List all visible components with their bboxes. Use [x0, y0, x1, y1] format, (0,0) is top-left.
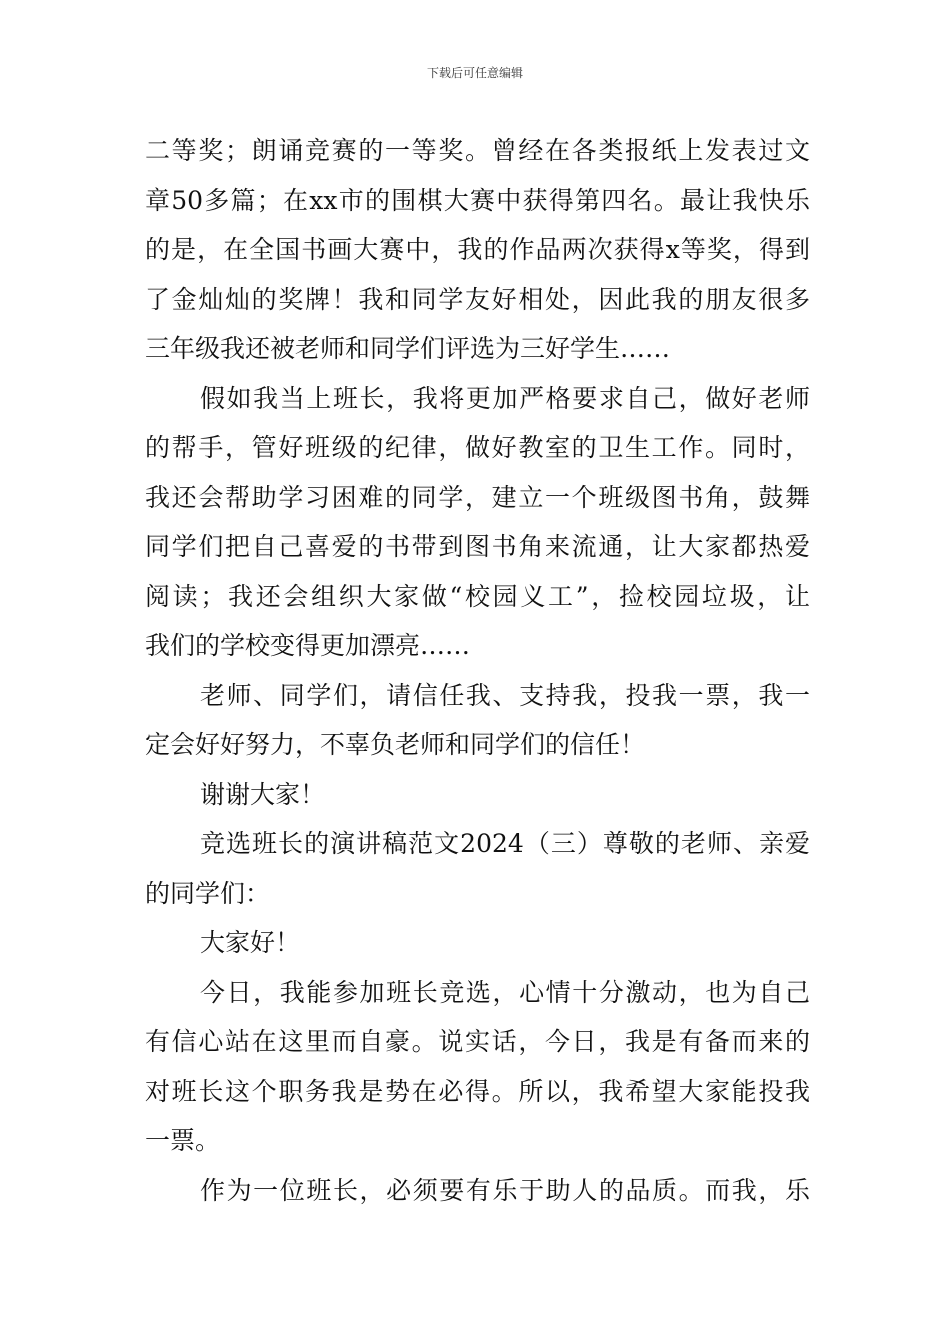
text-line: 三年级我还被老师和同学们评选为三好学生…… [145, 334, 671, 363]
text-line: 今日，我能参加班长竞选，心情十分激动，也为自己 [200, 977, 810, 1007]
text-line: 二等奖；朗诵竞赛的一等奖。曾经在各类报纸上发表过文 [145, 136, 810, 165]
text-line: 的同学们： [145, 878, 271, 908]
text-line: 对班长这个职务我是势在必得。所以，我希望大家能投我 [145, 1076, 810, 1106]
text-line: 一票。 [145, 1126, 221, 1155]
text-line: 的是，在全国书画大赛中，我的作品两次获得x等奖，得到 [145, 235, 810, 264]
text-line: 假如我当上班长，我将更加严格要求自己，做好老师 [200, 383, 810, 413]
text-line: 我们的学校变得更加漂亮…… [145, 631, 471, 660]
text-line: 章50多篇；在xx市的围棋大赛中获得第四名。最让我快乐 [145, 185, 810, 215]
text-line: 大家好！ [200, 928, 301, 957]
text-line: 同学们把自己喜爱的书带到图书角来流通，让大家都热爱 [145, 532, 810, 561]
text-line: 竞选班长的演讲稿范文2024（三）尊敬的老师、亲爱 [200, 829, 810, 858]
header-note: 下载后可任意编辑 [426, 66, 523, 80]
text-line: 老师、同学们，请信任我、支持我，投我一票，我一 [200, 680, 810, 710]
text-line: 作为一位班长，必须要有乐于助人的品质。而我，乐 [200, 1175, 810, 1205]
text-line: 阅读；我还会组织大家做“校园义工”，捡校园垃圾，让 [145, 581, 810, 611]
text-line: 了金灿灿的奖牌！我和同学友好相处，因此我的朋友很多 [145, 284, 810, 314]
text-line: 谢谢大家！ [200, 779, 326, 809]
document-body [145, 126, 810, 1215]
text-line: 的帮手，管好班级的纪律，做好教室的卫生工作。同时， [145, 433, 810, 462]
text-line: 有信心站在这里而自豪。说实话，今日，我是有备而来的 [145, 1027, 810, 1056]
text-line: 我还会帮助学习困难的同学，建立一个班级图书角，鼓舞 [145, 482, 810, 512]
text-line: 定会好好努力，不辜负老师和同学们的信任！ [145, 730, 646, 759]
